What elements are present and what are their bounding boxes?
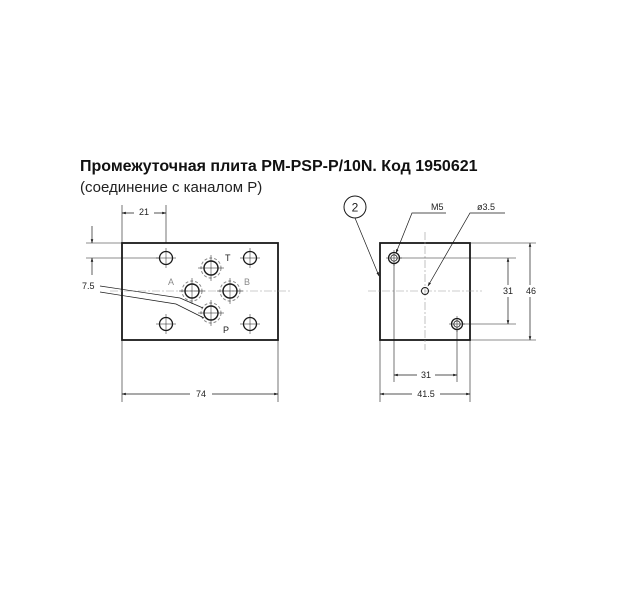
port-b bbox=[217, 278, 243, 304]
dim-31-vertical-label: 31 bbox=[502, 286, 514, 296]
mount-hole-bottom-left bbox=[156, 314, 176, 334]
tapped-hole-m5-bottom bbox=[449, 316, 465, 332]
dim-74-label: 74 bbox=[195, 389, 207, 399]
dim-7-5-label: 7.5 bbox=[82, 281, 95, 291]
hole-3-5-leader bbox=[428, 213, 505, 286]
m5-leader bbox=[396, 213, 446, 253]
port-a-label: A bbox=[168, 277, 175, 287]
mount-hole-bottom-right bbox=[240, 314, 260, 334]
port-a bbox=[179, 278, 205, 304]
m5-label: M5 bbox=[431, 202, 444, 212]
dim-46-vertical-label: 46 bbox=[525, 286, 537, 296]
dim-41-5-horizontal-label: 41.5 bbox=[417, 389, 435, 399]
dim-31-horizontal-label: 31 bbox=[420, 370, 432, 380]
drawing-title: Промежуточная плита PM-PSP-P/10N. Код 1950621 bbox=[80, 158, 478, 175]
left-view bbox=[82, 205, 290, 402]
tapped-hole-m5-top bbox=[386, 250, 402, 266]
port-b-label: B bbox=[244, 277, 251, 287]
port-t bbox=[198, 255, 224, 281]
port-p bbox=[198, 300, 224, 326]
right-view bbox=[344, 196, 540, 402]
drawing-subtitle: (соединение с каналом P) bbox=[80, 179, 263, 196]
hole-3-5-label: ø3.5 bbox=[477, 202, 496, 212]
mount-hole-top-right bbox=[240, 248, 260, 268]
port-t-label: T bbox=[225, 253, 231, 263]
channel-line-lower bbox=[100, 292, 204, 318]
left-plate-outline bbox=[122, 243, 278, 340]
callout-2-label: 2 bbox=[351, 200, 359, 215]
mount-hole-top-left bbox=[156, 248, 176, 268]
port-p-label: P bbox=[223, 325, 230, 335]
callout-2-leader bbox=[355, 218, 379, 276]
dim-21-label: 21 bbox=[138, 207, 150, 217]
